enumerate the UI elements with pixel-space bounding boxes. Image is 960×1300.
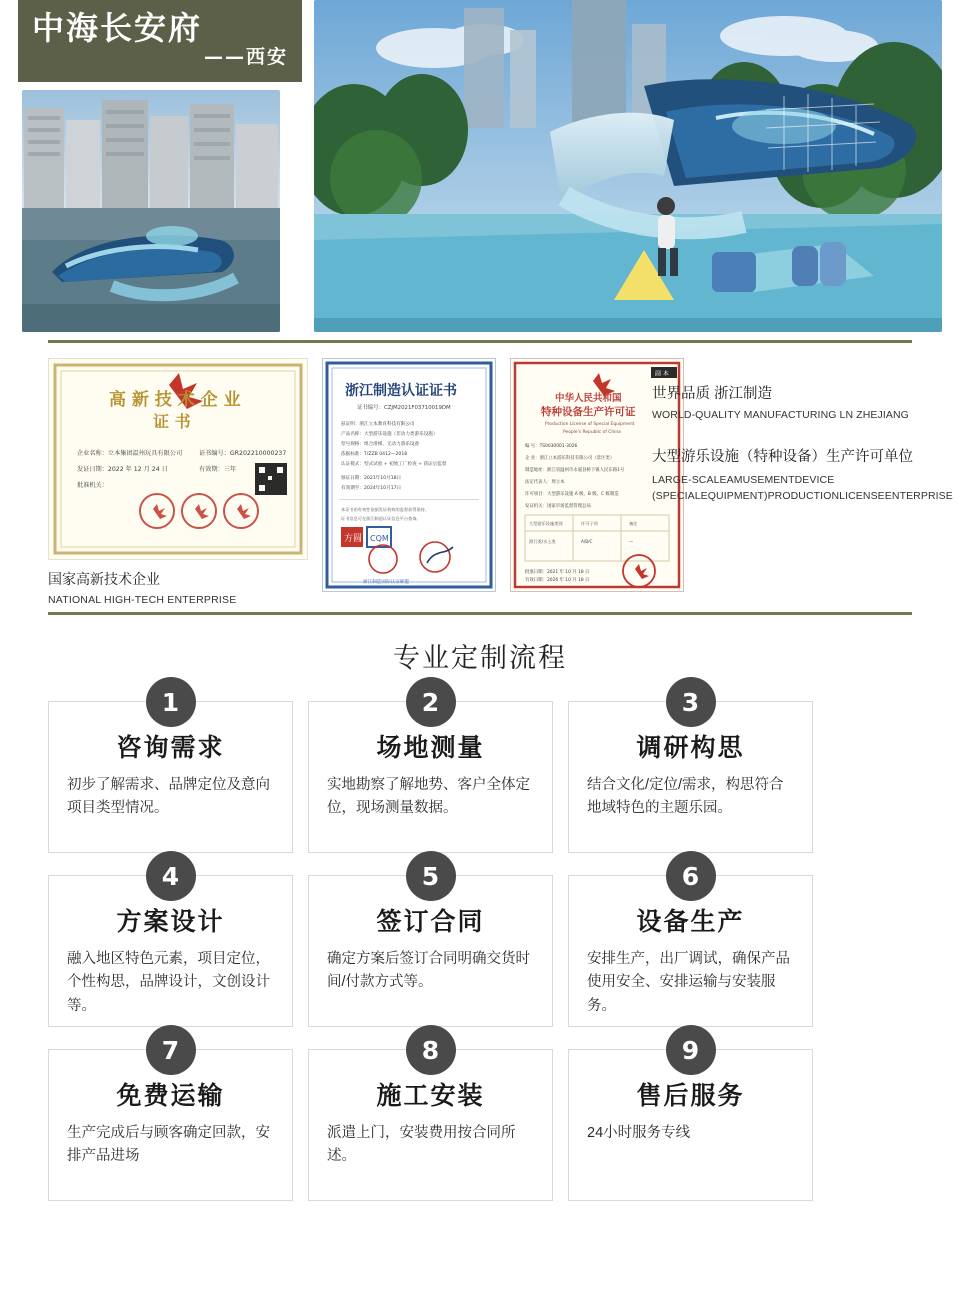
step-description: 24小时服务专线: [587, 1125, 691, 1141]
svg-text:企 业：浙江立本游乐科技有限公司（景区类）: 企 业：浙江立本游乐科技有限公司（景区类）: [525, 456, 615, 461]
svg-text:制造地址：浙江省温州市永嘉县桥下镇人民东路1号: 制造地址：浙江省温州市永嘉县桥下镇人民东路1号: [525, 468, 625, 473]
svg-text:发证机关：国家市场监督管理总局: 发证机关：国家市场监督管理总局: [525, 504, 591, 509]
process-step-4: [48, 861, 293, 1027]
process-step-9: [568, 1035, 813, 1201]
step-description: 确定方案后签订合同明确交货时间/付款方式等。: [327, 951, 530, 991]
project-title-location: ——西安: [203, 46, 288, 69]
svg-text:兹证明：浙江立本教育科技有限公司: 兹证明：浙江立本教育科技有限公司: [341, 422, 415, 427]
side-text-line-2: WORLD-QUALITY MANUFACTURING LN ZHEJIANG: [652, 408, 909, 421]
svg-text:产品名称：大型游乐设施（非动力类游乐设施）: 产品名称：大型游乐设施（非动力类游乐设施）: [341, 432, 438, 437]
step-description: 派遣上门，安装费用按合同所述。: [327, 1125, 516, 1165]
svg-text:颁证日期：2021年10月18日: 颁证日期：2021年10月18日: [341, 476, 402, 481]
svg-text:本证书的有效性依据发证机构的监督获得保持。: 本证书的有效性依据发证机构的监督获得保持。: [341, 507, 429, 512]
svg-text:浙江制造国际认证联盟: 浙江制造国际认证联盟: [363, 580, 409, 585]
svg-text:浙江制造认证证书: 浙江制造认证证书: [345, 383, 457, 399]
svg-text:CQM: CQM: [370, 534, 389, 543]
zhejiang-certificate-art: [323, 359, 495, 591]
step-title: 场地测量: [376, 733, 485, 762]
svg-text:证 书: 证 书: [153, 412, 191, 431]
process-title: 专业定制流程: [393, 643, 567, 674]
process-step-8: [308, 1035, 553, 1201]
step-description: 生产完成后与顾客确定回款，安排产品进场: [67, 1125, 270, 1165]
certificate-list: [48, 358, 684, 606]
process-row-3: [48, 1035, 912, 1201]
svg-text:型号规格：组合滑梯、无动力游乐设备: 型号规格：组合滑梯、无动力游乐设备: [341, 442, 420, 447]
svg-text:中华人民共和国: 中华人民共和国: [555, 393, 622, 404]
project-photo-real: [22, 90, 280, 332]
step-number-badge: 8: [406, 1025, 456, 1075]
certificates-side-text: [652, 384, 953, 504]
step-title: 调研构思: [636, 733, 745, 762]
photo-illustration-render: [314, 0, 942, 332]
svg-text:People's Republic of China: People's Republic of China: [563, 430, 621, 435]
project-title-box: [18, 0, 302, 82]
certificate-high-tech: [48, 358, 308, 606]
step-number-badge: 9: [666, 1025, 716, 1075]
svg-text:副 本: 副 本: [655, 370, 669, 378]
step-title: 设备生产: [636, 907, 745, 936]
svg-text:备注: 备注: [629, 521, 638, 526]
svg-text:法定代表人：周立本: 法定代表人：周立本: [525, 480, 565, 485]
svg-text:编 号：TS0030001-3026: 编 号：TS0030001-3026: [525, 444, 578, 449]
svg-text:企业名称：立本集团温州玩具有限公司: 企业名称：立本集团温州玩具有限公司: [77, 450, 183, 457]
divider-bottom: [48, 612, 912, 615]
step-number-badge: 7: [146, 1025, 196, 1075]
step-number-badge: 3: [666, 677, 716, 727]
process-step-7: [48, 1035, 293, 1201]
svg-text:认证模式：型式试验 + 初始工厂检查 + 获证后监督: 认证模式：型式试验 + 初始工厂检查 + 获证后监督: [341, 462, 447, 467]
process-step-2: [308, 687, 553, 853]
step-title: 免费运输: [116, 1081, 225, 1110]
step-number-badge: 2: [406, 677, 456, 727]
svg-text:发证日期：2022 年 12 月 24 日: 发证日期：2022 年 12 月 24 日: [77, 466, 168, 473]
process-row-1: [48, 687, 912, 853]
step-number-badge: 4: [146, 851, 196, 901]
photo-illustration-real: [22, 90, 280, 332]
svg-text:—: —: [629, 539, 634, 544]
certificate-image-high-tech: [48, 358, 308, 560]
process-grid: [48, 687, 912, 1201]
svg-text:证书编号：GR202210000237: 证书编号：GR202210000237: [199, 450, 287, 457]
certificate-zhejiang: [322, 358, 496, 606]
high-tech-certificate-art: [49, 359, 307, 559]
svg-text:证书信息可在浙江制造认证信息平台查询。: 证书信息可在浙江制造认证信息平台查询。: [341, 516, 421, 521]
svg-text:许可子项: 许可子项: [581, 521, 598, 526]
step-description: 融入地区特色元素，项目定位，个性构思，品牌设计，文创设计等。: [67, 951, 270, 1014]
step-number-badge: 5: [406, 851, 456, 901]
side-text-line-1: 世界品质 浙江制造: [652, 386, 773, 402]
svg-text:有效期至：2024年10月17日: 有效期至：2024年10月17日: [341, 486, 402, 491]
step-description: 结合文化/定位/需求，构思符合地域特色的主题乐园。: [587, 777, 784, 817]
svg-text:Production License of Special: Production License of Special Equipment: [545, 422, 635, 427]
step-title: 签订合同: [376, 907, 485, 936]
svg-text:A/B/C: A/B/C: [581, 539, 593, 544]
step-description: 安排生产，出厂调试，确保产品使用安全、安排运输与安装服务。: [587, 951, 790, 1014]
hero-section: [0, 0, 960, 340]
svg-text:依据标准：T/ZZB 0412—2018: 依据标准：T/ZZB 0412—2018: [341, 452, 408, 457]
step-title: 咨询需求: [116, 733, 225, 762]
process-step-1: [48, 687, 293, 853]
svg-text:证书编号：CZJM2021F03710019DM: 证书编号：CZJM2021F03710019DM: [357, 405, 451, 411]
step-description: 初步了解需求、品牌定位及意向项目类型情况。: [67, 777, 270, 817]
svg-text:特种设备生产许可证: 特种设备生产许可证: [541, 406, 636, 418]
project-render-image: [314, 0, 942, 332]
svg-text:高 新 技 术 企 业: 高 新 技 术 企 业: [109, 390, 241, 410]
certificates-section: [0, 340, 960, 622]
svg-text:许可项目：大型游乐设施 A 级、B 级、C 级制造: 许可项目：大型游乐设施 A 级、B 级、C 级制造: [525, 492, 619, 497]
side-text-line-3: 大型游乐设施（特种设备）生产许可单位: [652, 448, 913, 465]
side-text-line-4: LARGE-SCALEAMUSEMENTDEVICE (SPECIALEQUIPMENT)PRODUCTIONLICENSEENTERPRISE: [652, 473, 953, 502]
certificate-caption-cn: 国家高新技术企业: [48, 571, 160, 587]
svg-text:批准日期：2021 年 10 月 18 日: 批准日期：2021 年 10 月 18 日: [525, 570, 590, 575]
svg-text:方圆: 方圆: [344, 534, 363, 544]
hero-left-column: [18, 0, 302, 340]
divider-top: [48, 340, 912, 343]
step-title: 售后服务: [636, 1081, 745, 1110]
step-description: 实地勘察了解地势、客户全体定位，现场测量数据。: [327, 777, 530, 817]
certificate-image-zhejiang: [322, 358, 496, 592]
process-step-6: [568, 861, 813, 1027]
svg-text:有效日期：2026 年 10 月 18 日: 有效日期：2026 年 10 月 18 日: [525, 578, 590, 583]
step-title: 施工安装: [376, 1081, 485, 1110]
svg-text:滑行类/水上类: 滑行类/水上类: [529, 539, 556, 544]
svg-text:大型游乐设施类别: 大型游乐设施类别: [529, 521, 563, 526]
process-section: [0, 636, 960, 1201]
svg-text:批准机关：: 批准机关：: [77, 482, 108, 489]
project-title-cn: 中海长安府: [32, 8, 203, 47]
step-number-badge: 1: [146, 677, 196, 727]
process-step-3: [568, 687, 813, 853]
step-number-badge: 6: [666, 851, 716, 901]
certificate-caption-en: NATIONAL HIGH-TECH ENTERPRISE: [48, 593, 237, 606]
process-row-2: [48, 861, 912, 1027]
svg-text:有效期：三年: 有效期：三年: [199, 466, 237, 473]
process-step-5: [308, 861, 553, 1027]
step-title: 方案设计: [116, 907, 225, 936]
